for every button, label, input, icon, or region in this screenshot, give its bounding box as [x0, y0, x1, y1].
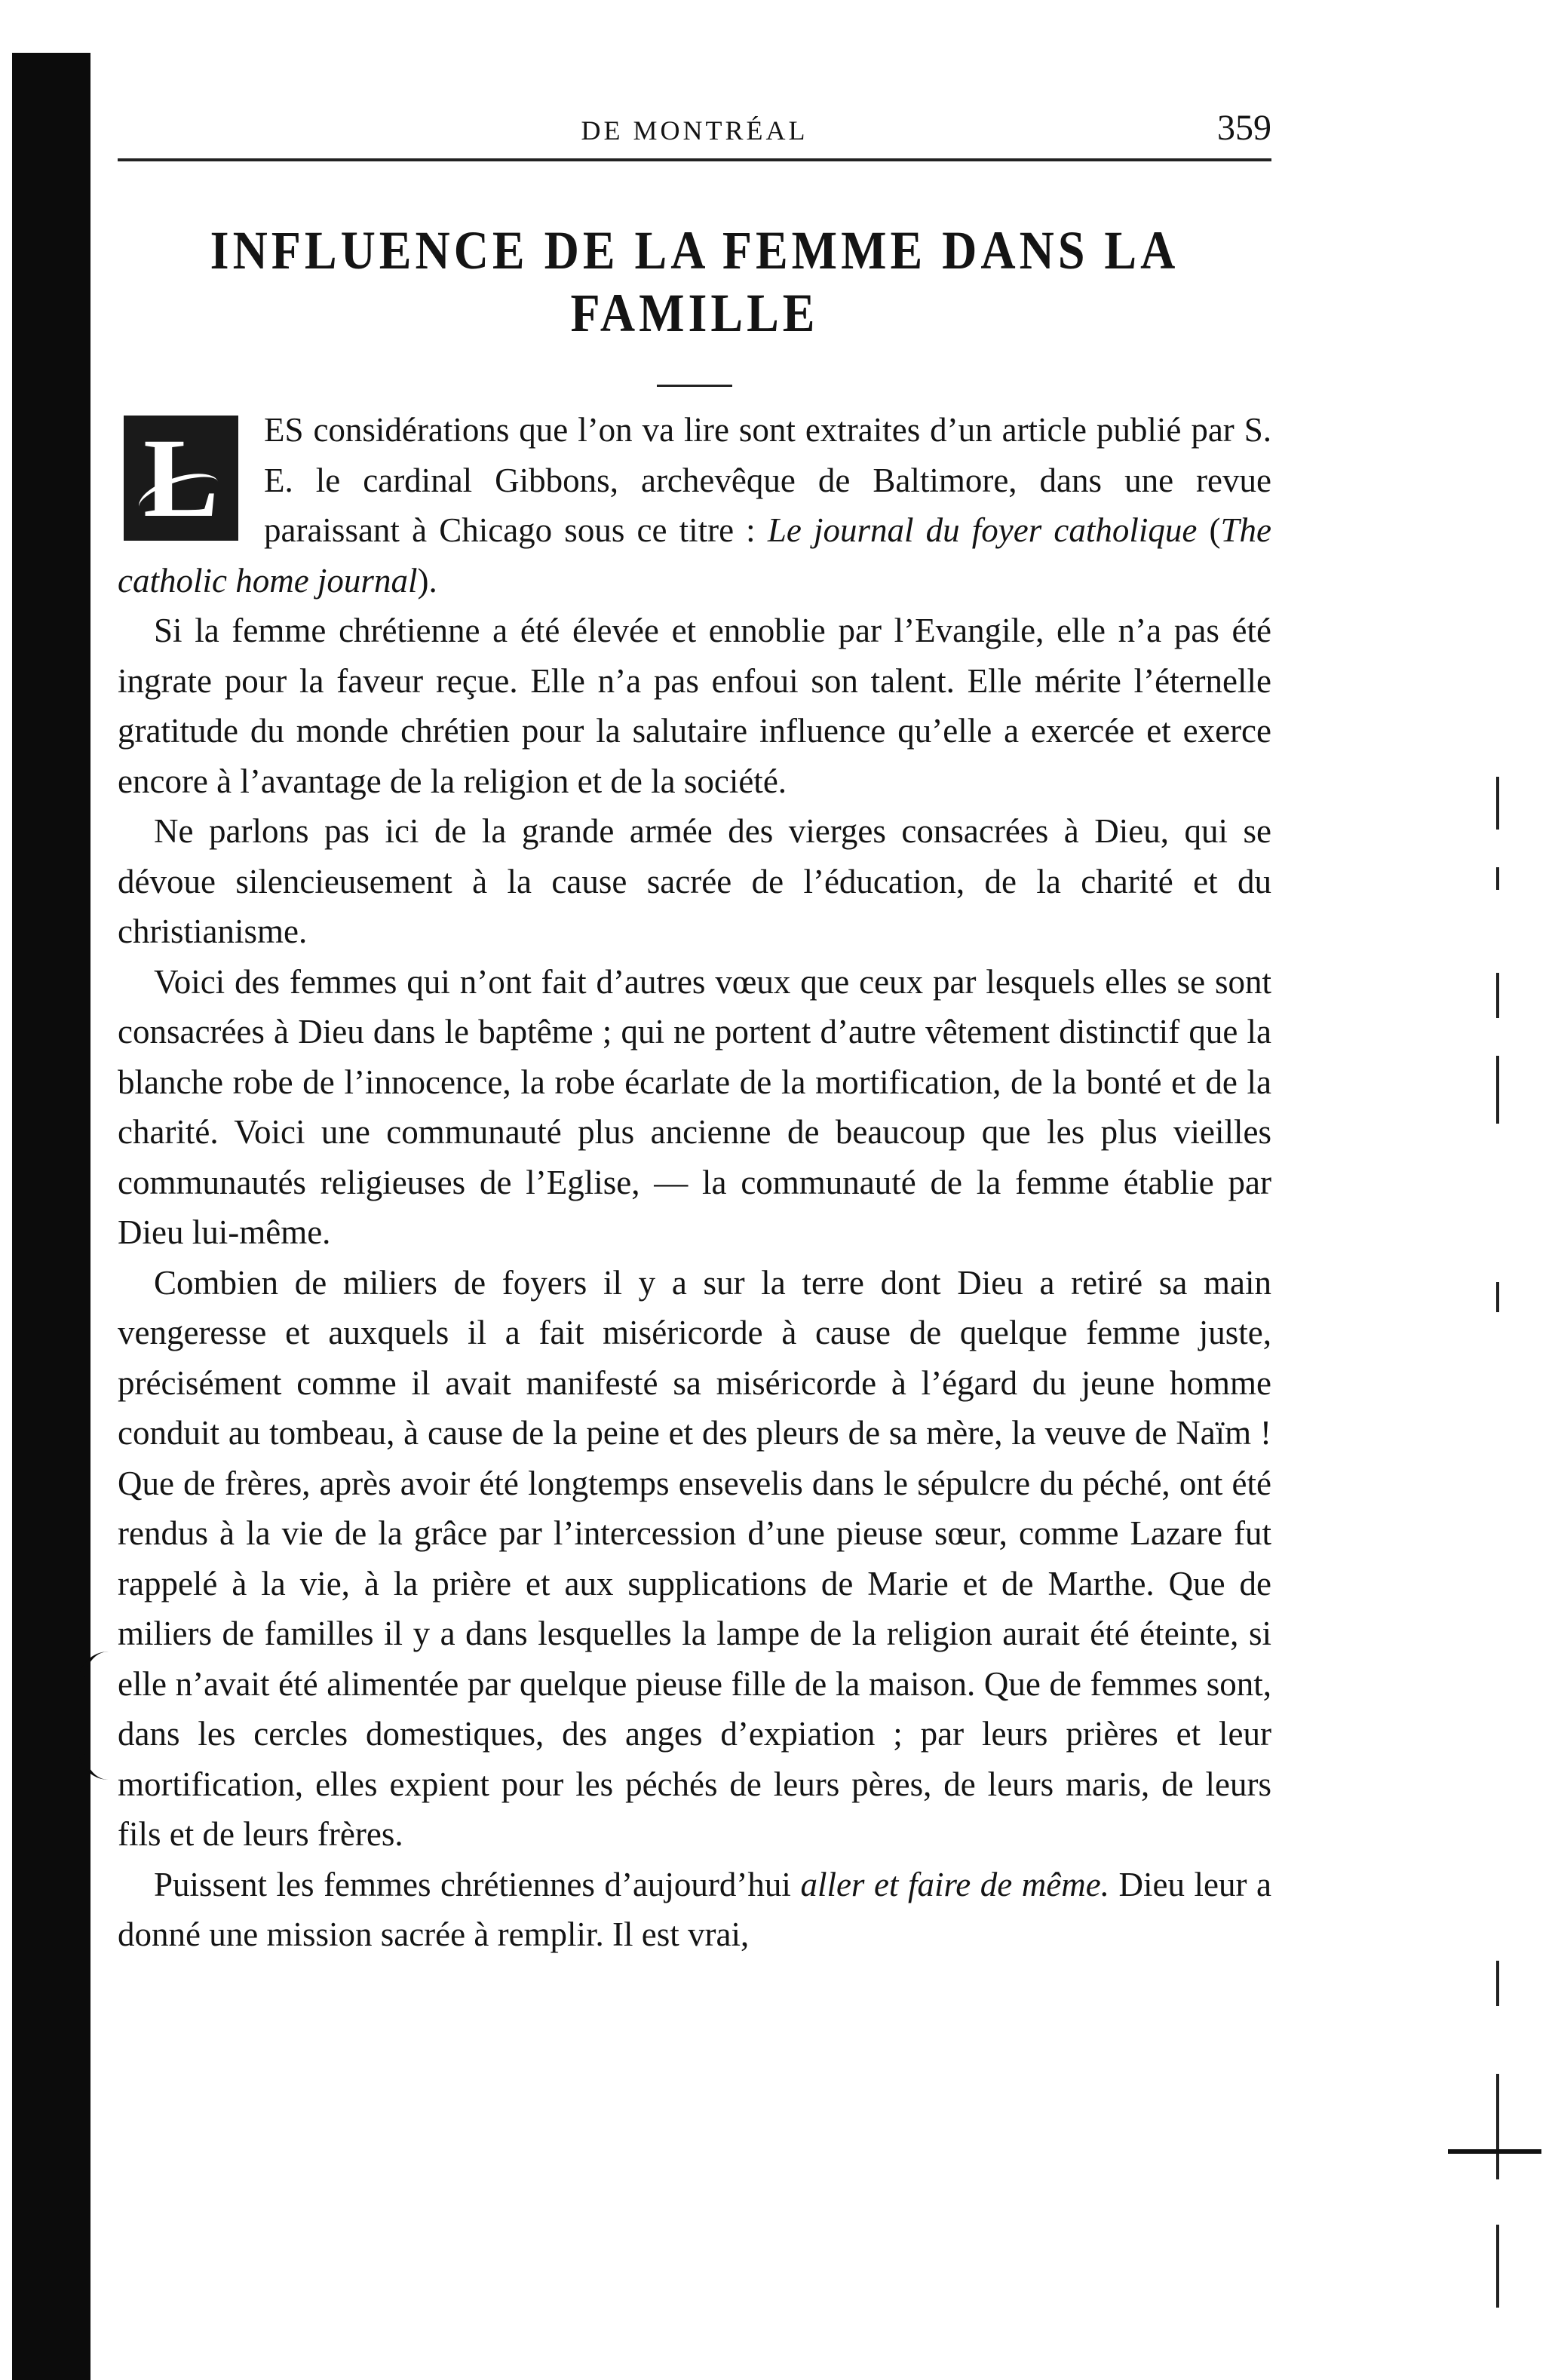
paragraph-1-text: ES considérations que l’on va lire sont extraites d’un article publié par S. E. le cardinal Gibbons, archevêque de Baltimore, dans une revue paraissant à Chicago sous ce titre : — [264, 411, 1271, 549]
paragraph-4: Voici des femmes qui n’ont fait d’autres vœux que ceux par lesquels elles se sont consacrées à Dieu dans le baptême ; qui ne portent d’autre vêtement distinctif que la blanche robe de l’innocence, la robe écarlate de la mortification, de la bonté et de la charité. Voici une communauté plus ancienne de beaucoup que les plus vieilles communautés religieuses de l’Eglise, — la communauté de la femme établie par Dieu lui-même. — [118, 962, 1271, 1251]
drop-cap-letter: L — [143, 416, 219, 541]
page-curl-mark — [78, 1652, 115, 1780]
article-title: INFLUENCE DE LA FEMME DANS LA FAMILLE — [210, 220, 1179, 343]
binding-gutter-shadow — [12, 53, 90, 2380]
journal-title-en: The catholic home journal — [118, 511, 1271, 600]
paragraph-6-tail: Dieu leur a donné une mission sacrée à remplir. Il est vrai, — [118, 1865, 1271, 1953]
paren-open: ( — [1197, 511, 1221, 549]
article-body — [118, 405, 1271, 1960]
paragraph-2: Si la femme chrétienne a été élevée et ennoblie par l’Evangile, elle n’a pas été ingrate pour la faveur reçue. Elle n’a pas enfoui son talent. Elle mérite l’éternelle gratitude du monde chrétien pour la salutaire influence qu’elle a exercée et exerce encore à l’avantage de la religion et de la société. — [118, 612, 1271, 800]
paragraph-1 — [118, 405, 1271, 606]
journal-title-fr: Le journal du foyer catholique — [767, 511, 1198, 549]
bottom-scan-rule — [1448, 2149, 1541, 2154]
drop-cap-ornament — [118, 409, 244, 547]
paragraph-5: Combien de miliers de foyers il y a sur la terre dont Dieu a retiré sa main vengeresse et auxquels il a fait miséricorde à cause de quelque femme juste, précisément comme il avait manifesté sa miséricorde à l’égard du jeune homme conduit au tombeau, à cause de la peine et des pleurs de sa mère, la veuve de Naïm ! Que de frères, après avoir été longtemps ensevelis dans le sépulcre du péché, ont été rendus à la vie de la grâce par l’intercession d’une pieuse sœur, comme Lazare fut rappelé à la vie, à la prière et aux supplications de Marie et de Marthe. Que de miliers de familles il y a dans lesquelles la lampe de la religion aurait été éteinte, si elle n’avait été alimentée par quelque pieuse fille de la maison. Que de femmes sont, dans les cercles domestiques, des anges d’expiation ; par leurs prières et leur mortification, elles expient pour les péchés de leurs pères, de leurs maris, de leurs fils et de leurs frères. — [118, 1263, 1271, 1853]
paragraph-6 — [118, 1860, 1271, 1960]
running-head: DE MONTRÉAL — [581, 115, 808, 146]
title-divider — [657, 385, 732, 387]
paragraph-6-text: Puissent les femmes chrétiennes d’aujourd’hui — [154, 1865, 801, 1903]
paragraph-6-italic: aller et faire de même. — [800, 1865, 1109, 1903]
book-page — [118, 98, 1271, 1960]
right-margin-scan-marks — [1496, 0, 1541, 2380]
page-header — [118, 98, 1271, 161]
paragraph-3: Ne parlons pas ici de la grande armée des vierges consacrées à Dieu, qui se dévoue silencieusement à la cause sacrée de l’éducation, de la charité et du christianisme. — [118, 812, 1271, 950]
paren-close: ). — [417, 561, 437, 600]
page-number: 359 — [1217, 108, 1271, 148]
